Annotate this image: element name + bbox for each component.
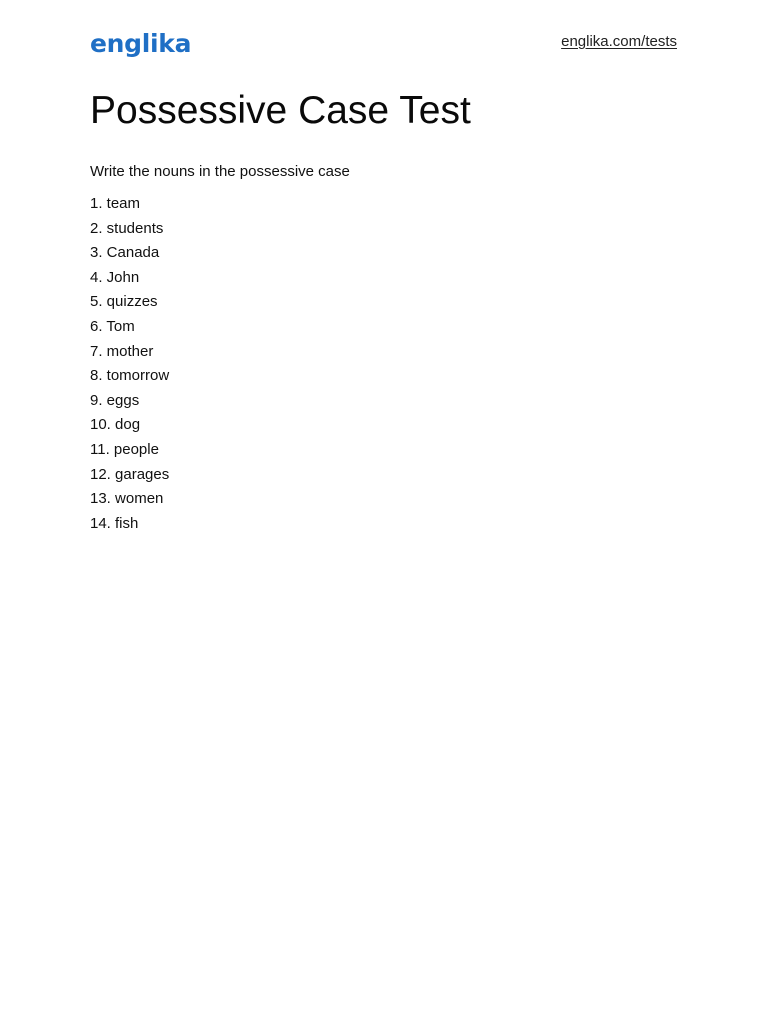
question-item: 1. team	[90, 195, 141, 212]
page-title: Possessive Case Test	[90, 89, 471, 132]
question-item: 4. John	[90, 268, 140, 286]
question-item: 8. tomorrow	[90, 367, 170, 385]
question-item: 11. people	[90, 440, 159, 458]
question-item: 10. dog	[90, 416, 141, 434]
question-item: 13. women	[90, 490, 164, 508]
instruction-text: Write the nouns in the possessive case	[90, 163, 350, 180]
question-item: 9. eggs	[90, 391, 140, 409]
question-item: 5. quizzes	[90, 293, 158, 311]
question-item: 12. garages	[90, 465, 170, 483]
question-list	[90, 192, 169, 536]
question-item: 2. students	[90, 219, 164, 237]
question-item: 7. mother	[90, 342, 154, 360]
site-link[interactable]: englika.com/tests	[561, 33, 677, 50]
englika-logo: englika	[90, 29, 192, 58]
question-item: 6. Tom	[90, 317, 135, 335]
question-item: 14. fish	[90, 514, 139, 532]
question-item: 3. Canada	[90, 244, 160, 262]
